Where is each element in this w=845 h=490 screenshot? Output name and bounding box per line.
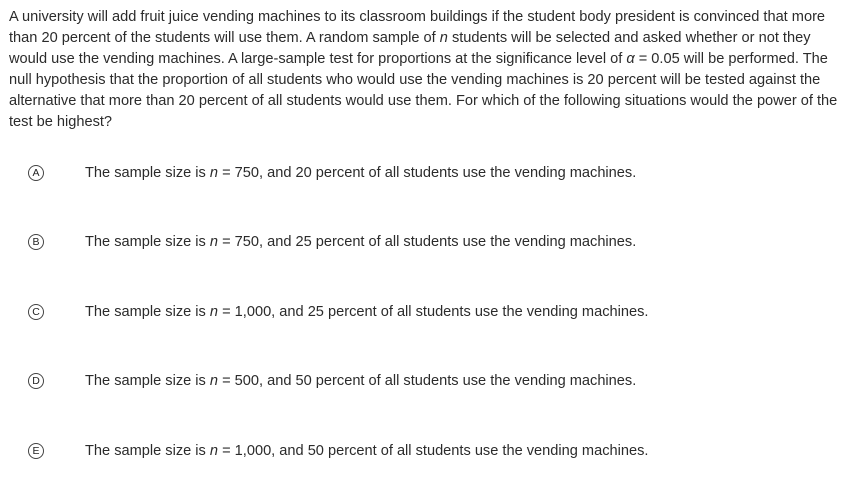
choice-variable: n — [209, 165, 219, 181]
variable-n: n — [439, 30, 448, 46]
choice-variable: n — [209, 304, 219, 320]
choice-suffix: = 750, and 25 percent of all students use the vending machines. — [218, 234, 637, 250]
choice-a[interactable] — [0, 159, 845, 189]
choice-letter-badge[interactable]: B — [28, 234, 44, 250]
choice-c[interactable] — [0, 298, 845, 328]
choice-text[interactable] — [85, 233, 636, 251]
choice-suffix: = 500, and 50 percent of all students use the vending machines. — [218, 373, 637, 389]
choice-variable: n — [209, 443, 219, 459]
choice-b[interactable] — [0, 228, 845, 258]
question-text-part-1: A university will add fruit juice vending machines to its classroom buildings if the student body president is convinced that more than 20 percent of the students will use them. A random sample of — [9, 9, 826, 46]
choice-prefix: The sample size is — [85, 304, 210, 320]
choice-e[interactable] — [0, 437, 845, 467]
choice-variable: n — [209, 373, 219, 389]
choice-letter-badge[interactable]: A — [28, 165, 44, 181]
question-text-part-2: students will be selected and asked whether or not they would use the vending machines. A large-sample test for proportions at the significance level of — [9, 30, 811, 67]
choice-suffix: = 1,000, and 50 percent of all students use the vending machines. — [218, 443, 649, 459]
choice-prefix: The sample size is — [85, 443, 210, 459]
choice-d[interactable] — [0, 367, 845, 397]
choice-text[interactable] — [85, 303, 648, 321]
choice-variable: n — [209, 234, 219, 250]
choice-prefix: The sample size is — [85, 373, 210, 389]
choice-text[interactable] — [85, 164, 636, 182]
choice-letter-badge[interactable]: C — [28, 304, 44, 320]
choice-suffix: = 1,000, and 25 percent of all students use the vending machines. — [218, 304, 649, 320]
choice-text[interactable] — [85, 442, 648, 460]
choice-prefix: The sample size is — [85, 234, 210, 250]
choice-letter-badge[interactable]: E — [28, 443, 44, 459]
choice-suffix: = 750, and 20 percent of all students use the vending machines. — [218, 165, 637, 181]
choice-letter-badge[interactable]: D — [28, 373, 44, 389]
choice-prefix: The sample size is — [85, 165, 210, 181]
choice-text[interactable] — [85, 372, 636, 390]
variable-alpha: α — [626, 51, 635, 67]
question-text-part-3: = 0.05 will be performed. The null hypothesis that the proportion of all students who would use the vending machines is 20 percent will be tested against the alternative that more than 20 percent of all students would use them. For which of the following situations would the power of the test be highest? — [9, 51, 838, 130]
